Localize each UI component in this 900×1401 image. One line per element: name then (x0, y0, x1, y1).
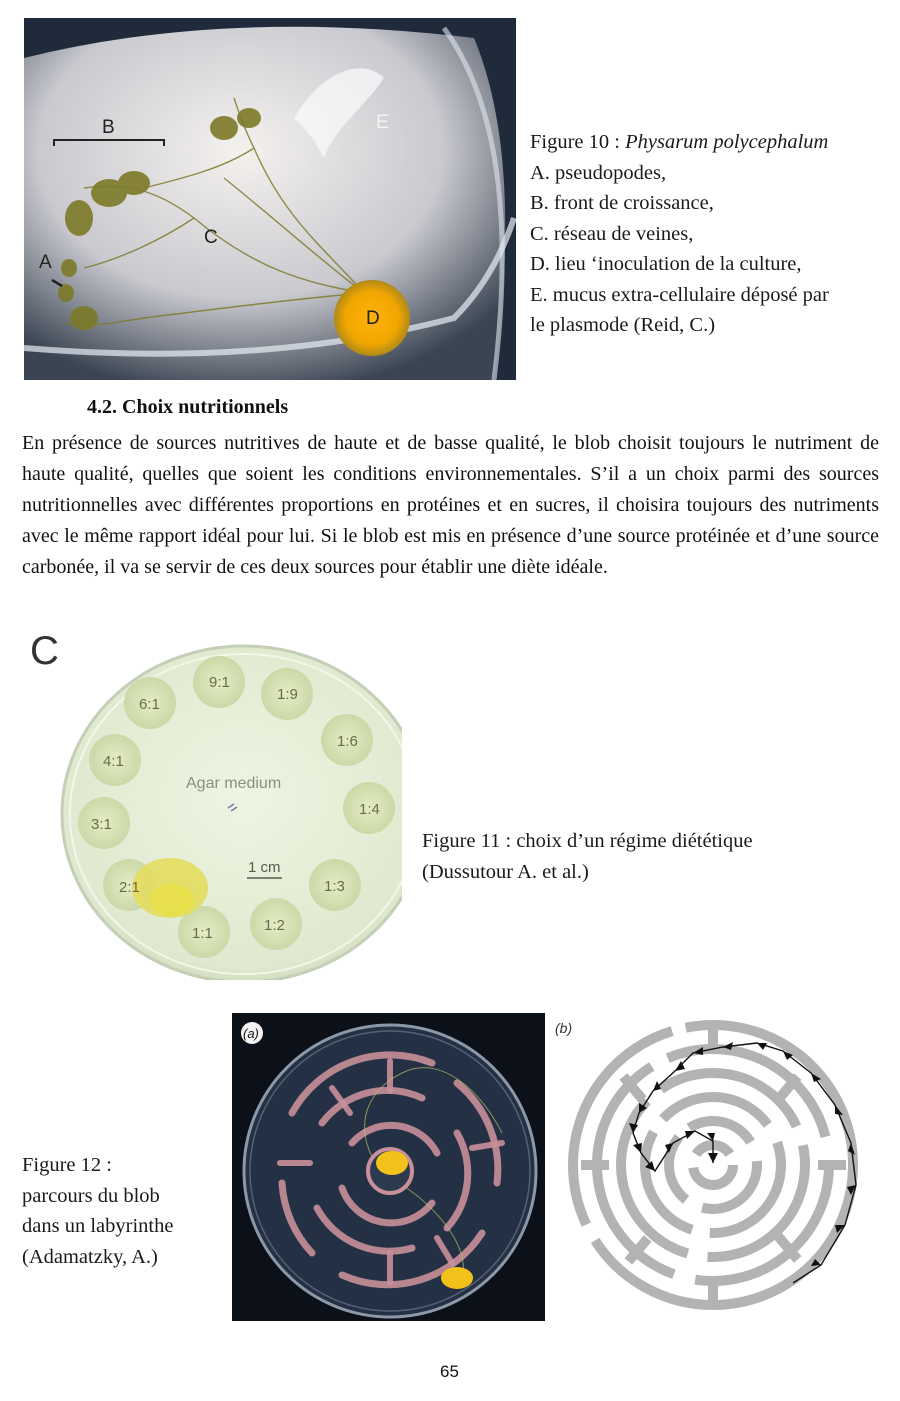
figure-11-caption: Figure 11 : choix d’un régime diététique (Dussutour A. et al.) (422, 830, 753, 883)
ratio-label: 1:6 (337, 733, 358, 750)
ratio-label: 1:1 (192, 925, 213, 942)
figure-11-photo (22, 630, 402, 980)
figure-10-label-b: B (102, 117, 115, 138)
ratio-label: 1:3 (324, 878, 345, 895)
page-number: 65 (440, 1362, 459, 1381)
ratio-label: 4:1 (103, 753, 124, 770)
section-paragraph: En présence de sources nutritives de haute et de basse qualité, le blob choisit toujours le nutriment de haute qualité, quelles que soient les conditions environnementales. S’il a un choix parmi des sources nutritionnelles avec différentes proportions en protéines et en sucres, il choisira toujours des nutriments avec le même rapport idéal pour lui. Si le blob est mis en présence d’une source protéinée et d’une source carbonée, il va se servir de ces deux sources pour établir une diète idéale. (22, 432, 879, 578)
figure-10-label-e: E (376, 112, 389, 133)
figure-12a-maze-photo (232, 1013, 545, 1321)
figure-12-panel-b-label: (b) (555, 1020, 573, 1036)
ratio-label: 1:4 (359, 801, 380, 818)
figure-10-caption: Figure 10 : Physarum polycephalum A. pseudopodes, B. front de croissance, C. réseau de veines, D. lieu ‘inoculation de la culture, E. mucus extra-cellulaire déposé par le plasmode (Reid, C.) (530, 131, 829, 336)
ratio-label: 6:1 (139, 696, 160, 713)
figure-10-label-a: A (39, 252, 52, 273)
figure-12b-maze-diagram (553, 1013, 873, 1313)
figure-11-panel-letter: C (30, 630, 59, 673)
figure-12-caption: Figure 12 : parcours du blob dans un labyrinthe (Adamatzky, A.) (22, 1154, 174, 1268)
section-heading: 4.2. Choix nutritionnels (87, 396, 289, 418)
ratio-label: 2:1 (119, 879, 140, 896)
ratio-label: 3:1 (91, 816, 112, 833)
figure-10-label-c: C (204, 227, 218, 248)
ratio-label: 9:1 (209, 674, 230, 691)
ratio-label: 1:2 (264, 917, 285, 934)
figure-10-species: Physarum polycephalum (625, 131, 829, 153)
figure-12-panel-a-label: (a) (243, 1026, 259, 1041)
figure-10-label-d: D (366, 308, 380, 329)
figure-11-medium-label: Agar medium (186, 775, 282, 792)
figure-10-photo (24, 18, 516, 380)
ratio-label: 1:9 (277, 686, 298, 703)
figure-11-scale-label: 1 cm (248, 859, 281, 876)
